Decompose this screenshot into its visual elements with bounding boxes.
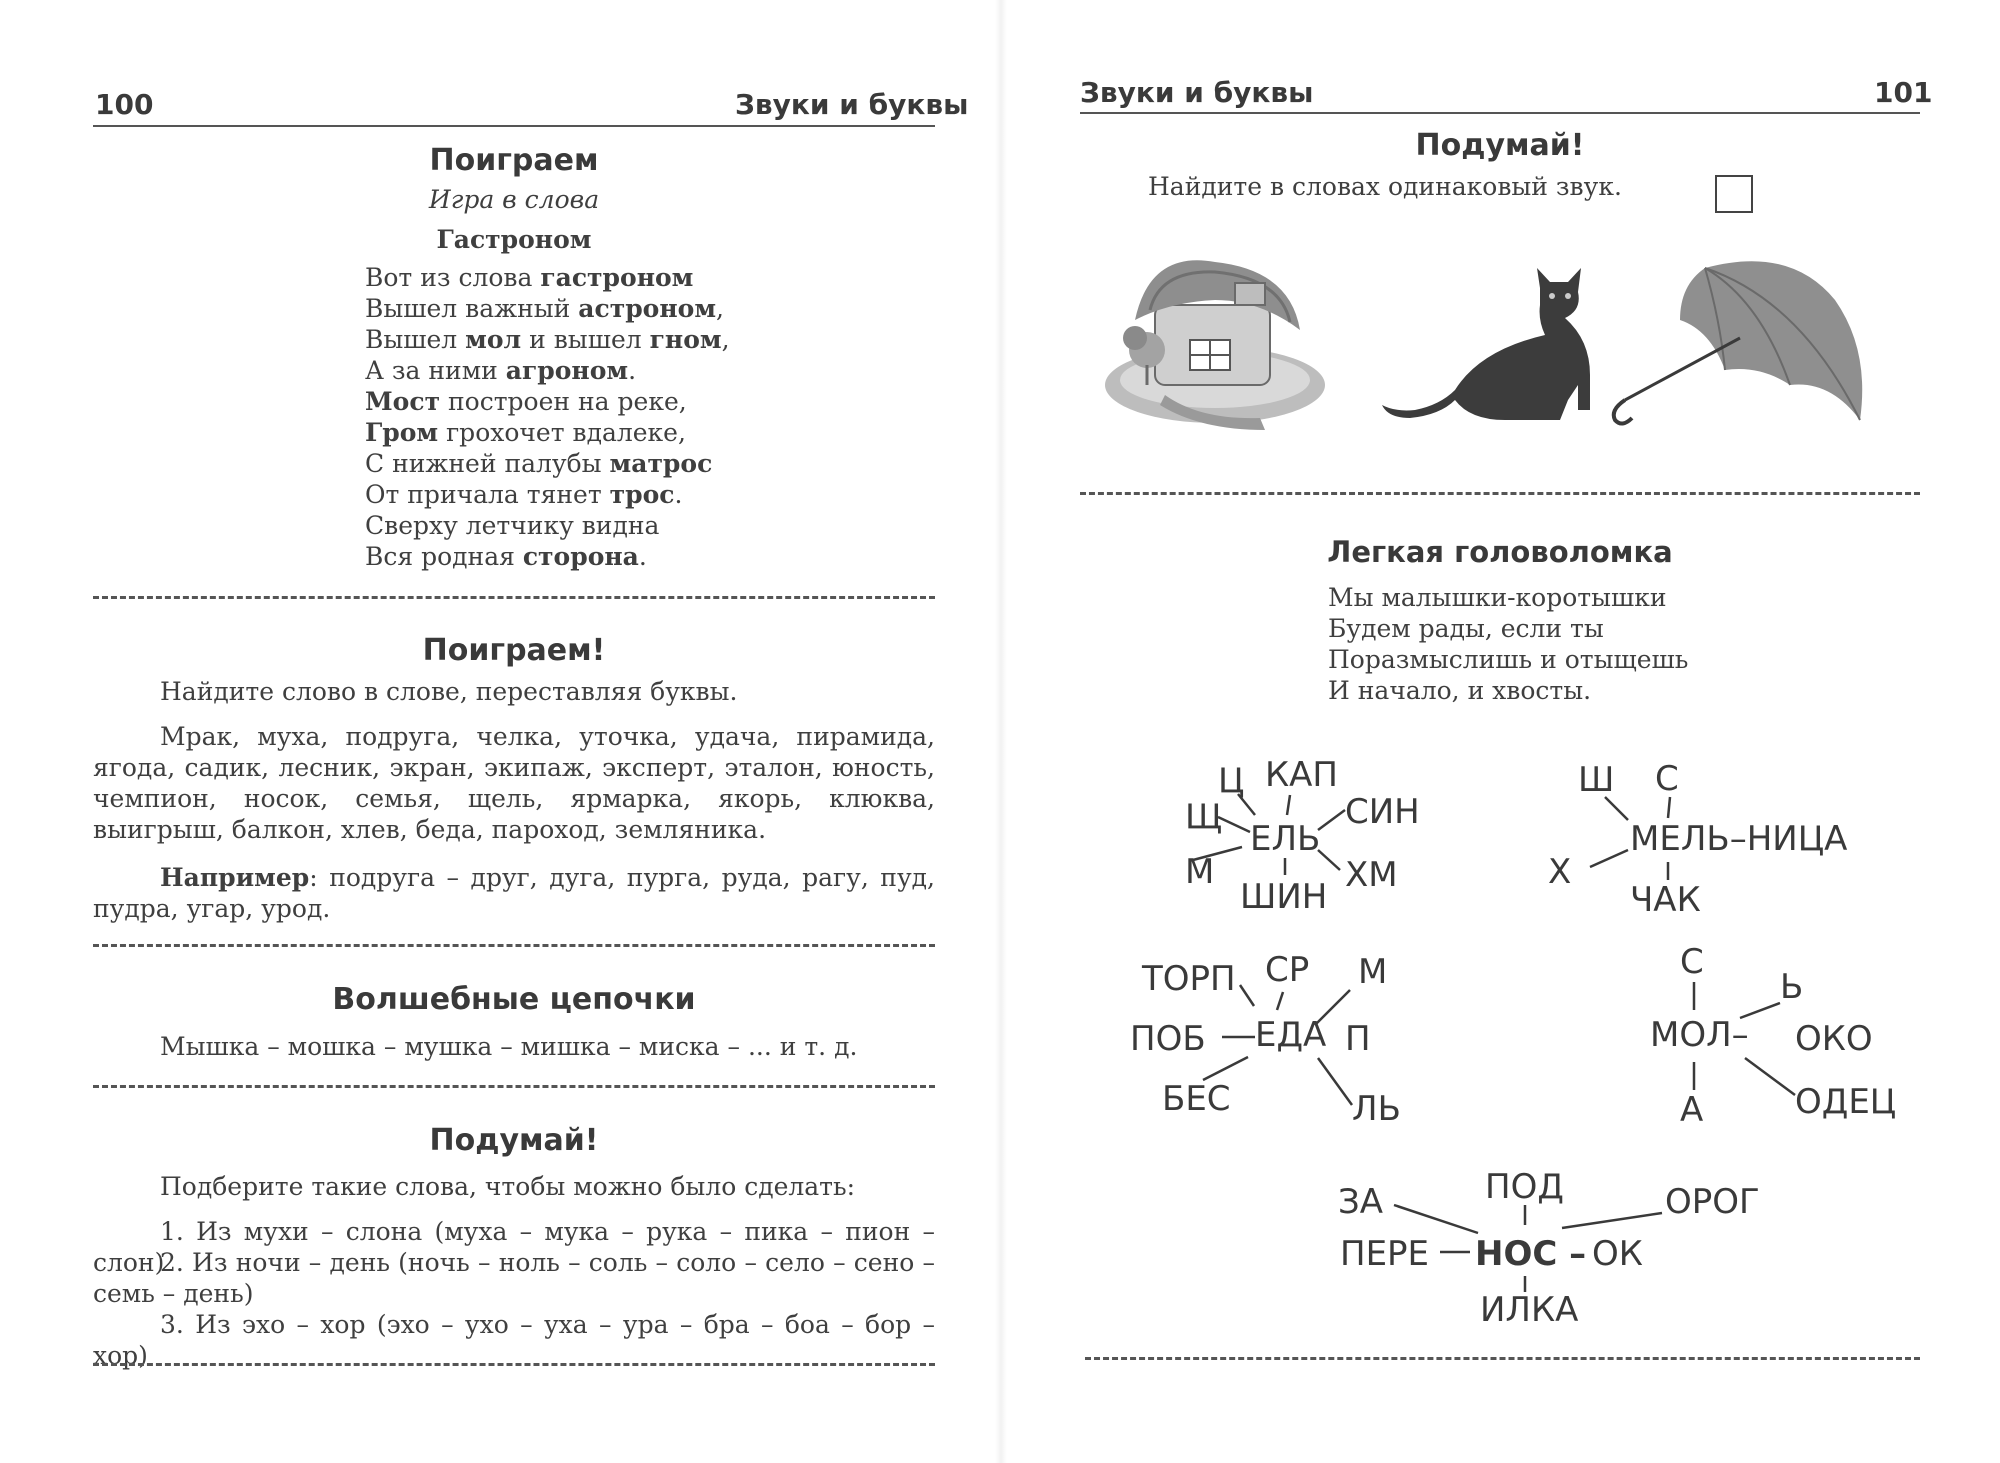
puzzle-part: ЧАК xyxy=(1630,880,1701,920)
puzzle-part: С xyxy=(1680,942,1704,982)
puzzle-part: ОК xyxy=(1592,1234,1643,1274)
page-number: 101 xyxy=(1874,76,1933,109)
section-divider xyxy=(1085,1357,1920,1360)
puzzle-center: НОС – xyxy=(1475,1234,1587,1274)
puzzle-part: ПОБ xyxy=(1130,1019,1206,1059)
poem-line: А за ними агроном. xyxy=(365,356,637,385)
poem-line: Вышел мол и вышел гном, xyxy=(365,325,730,354)
section-divider xyxy=(93,596,935,599)
section-title: Легкая головоломка xyxy=(1327,535,1673,569)
list-item: 2. Из ночи – день (ночь – ноль – соль – соло – село – сено – семь – день) xyxy=(93,1248,935,1308)
puzzle-center: МОЛ– xyxy=(1650,1015,1749,1055)
puzzle-part: С xyxy=(1655,759,1679,799)
puzzle-part: А xyxy=(1680,1090,1704,1130)
poem-line: Вышел важный астроном, xyxy=(365,294,724,323)
poem-line: Сверху летчику видна xyxy=(365,511,660,540)
puzzle-part: ТОРП xyxy=(1142,959,1236,999)
puzzle-part: ОКО xyxy=(1795,1019,1873,1059)
puzzle-part: ЗА xyxy=(1338,1182,1384,1222)
page-number: 100 xyxy=(95,88,154,121)
poem-line: С нижней палубы матрос xyxy=(365,449,713,478)
word-list: Мрак, муха, подруга, челка, уточка, удача, пирамида, ягода, садик, лесник, экран, экипаж, эксперт, эталон, юность, чемпион, носок, семья, щель, ярмарка, якорь, клюква, выигрыш, балкон, хлев, беда, пароход, земляника. xyxy=(93,722,935,844)
header-rule xyxy=(93,125,935,127)
section-divider xyxy=(93,944,935,947)
puzzle-part: П xyxy=(1345,1019,1371,1059)
poem-line: Гром грохочет вдалеке, xyxy=(365,418,686,447)
poem-line: Мы малышки-коротышки xyxy=(1328,583,1667,612)
section-title: Поиграем xyxy=(429,143,599,178)
puzzle-part: Ц xyxy=(1218,761,1245,801)
instruction-text: Подберите такие слова, чтобы можно было сделать: xyxy=(160,1172,856,1201)
puzzle-center: МЕЛЬ–НИЦА xyxy=(1630,819,1848,859)
puzzle-part: ОДЕЦ xyxy=(1795,1082,1897,1122)
instruction-text: Найдите в словах одинаковый звук. xyxy=(1148,172,1622,201)
section-divider xyxy=(93,1085,935,1088)
section-title: Подумай! xyxy=(429,1123,599,1158)
section-subtitle: Игра в слова xyxy=(428,185,600,214)
puzzle-part: СР xyxy=(1265,950,1310,990)
puzzle-part: ХМ xyxy=(1345,855,1398,895)
puzzle-part: ИЛКА xyxy=(1480,1290,1579,1330)
list-item: 3. Из эхо – хор (эхо – ухо – уха – ура – бра – боа – бор – хор) xyxy=(93,1310,935,1370)
instruction-text: Найдите слово в слове, переставляя буквы. xyxy=(160,677,738,706)
example-paragraph: Например: подруга – друг, дуга, пурга, руда, рагу, пуд, пудра, угар, урод. xyxy=(93,863,935,923)
poem-line: Мост построен на реке, xyxy=(365,387,687,416)
poem-line: Будем рады, если ты xyxy=(1328,614,1604,643)
puzzle-part: Ь xyxy=(1780,967,1804,1007)
chain-text: Мышка – мошка – мушка – мишка – миска – ... и т. д. xyxy=(160,1032,858,1061)
puzzle-part: ОРОГ xyxy=(1665,1182,1760,1222)
poem-line: И начало, и хвосты. xyxy=(1328,676,1592,705)
section-title: Подумай! xyxy=(1415,128,1585,163)
puzzle-part: КАП xyxy=(1265,755,1338,795)
section-title: Волшебные цепочки xyxy=(332,982,696,1017)
poem-line: Вся родная сторона. xyxy=(365,542,647,571)
puzzle-part: Х xyxy=(1548,852,1572,892)
header-title: Звуки и буквы xyxy=(735,88,969,121)
puzzle-part: ЛЬ xyxy=(1352,1089,1401,1129)
puzzle-part: ПЕРЕ xyxy=(1340,1234,1430,1274)
puzzle-part: М xyxy=(1185,852,1215,892)
list-item: 1. Из мухи – слона (муха – мука – рука – пика – пион – слон) xyxy=(93,1217,935,1277)
poem-line: Вот из слова гастроном xyxy=(365,263,694,292)
header-title: Звуки и буквы xyxy=(1080,76,1314,109)
puzzle-part: Ш xyxy=(1578,760,1615,800)
puzzle-center: ЕЛЬ xyxy=(1250,819,1321,859)
puzzle-part: ШИН xyxy=(1240,877,1328,917)
puzzle-part: СИН xyxy=(1345,792,1420,832)
puzzle-part: М xyxy=(1358,952,1388,992)
poem-title: Гастроном xyxy=(436,225,592,254)
poem-line: Поразмыслишь и отыщешь xyxy=(1328,645,1689,674)
puzzle-part: Щ xyxy=(1185,797,1223,837)
puzzle-part: ПОД xyxy=(1485,1167,1564,1207)
section-divider xyxy=(93,1363,935,1366)
example-label: Например xyxy=(160,863,310,892)
right-page xyxy=(1000,0,2000,1463)
puzzle-center: ЕДА xyxy=(1255,1015,1327,1055)
section-title: Поиграем! xyxy=(422,633,606,668)
puzzle-part: БЕС xyxy=(1162,1079,1231,1119)
poem-line: От причала тянет трос. xyxy=(365,480,683,509)
